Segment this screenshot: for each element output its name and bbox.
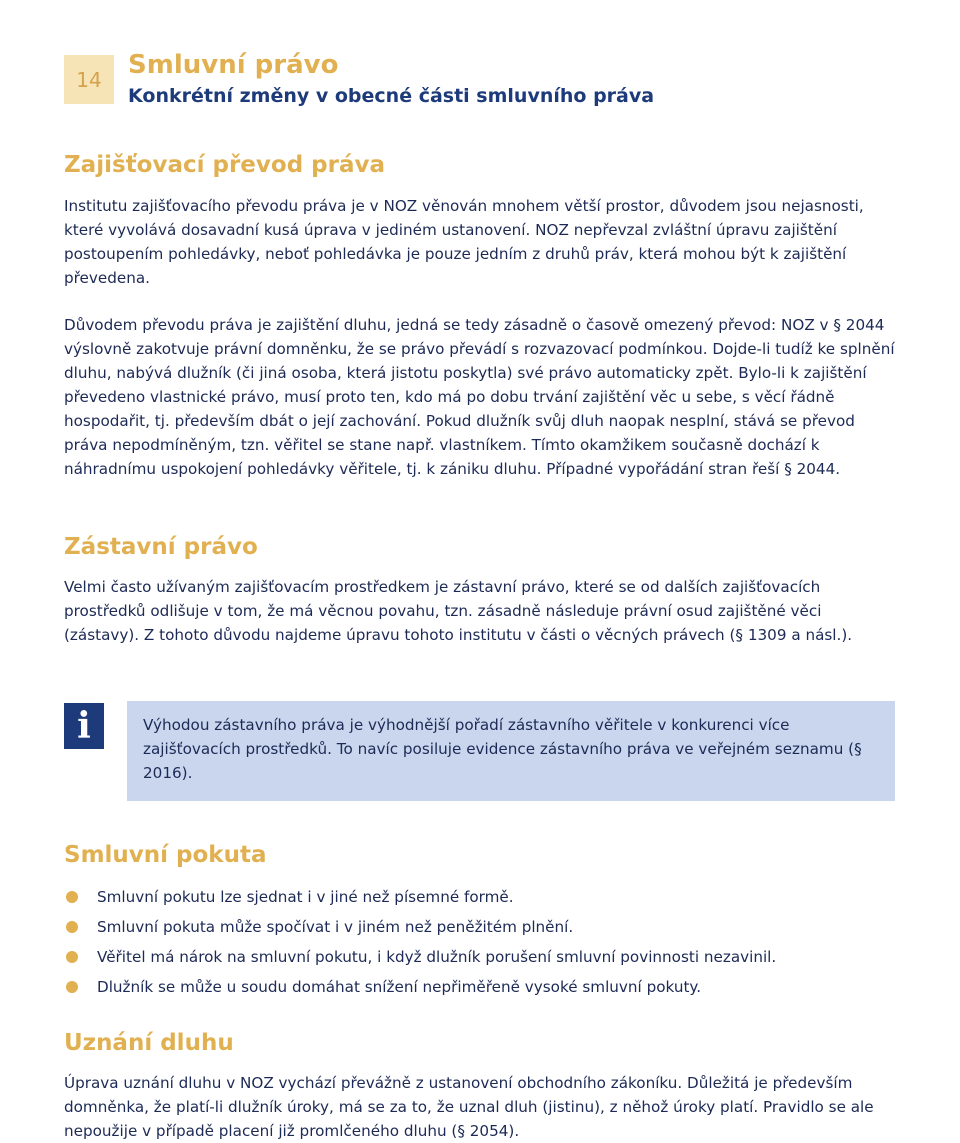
list-item <box>64 972 896 1002</box>
section-heading-zajistovaci: Zajišťovací převod práva <box>64 152 386 178</box>
chapter-number-badge: 14 <box>64 55 114 104</box>
bullet-dot-icon <box>66 891 78 903</box>
list-item-text: Věřitel má nárok na smluvní pokutu, i když dlužník porušení smluvní povinnosti nezavinil. <box>97 948 777 966</box>
list-item-text: Smluvní pokutu lze sjednat i v jiné než písemné formě. <box>97 888 514 906</box>
chapter-title: Smluvní právo <box>128 50 339 80</box>
section-heading-pokuta: Smluvní pokuta <box>64 842 267 868</box>
list-item <box>64 882 896 912</box>
bullet-dot-icon <box>66 981 78 993</box>
chapter-subtitle: Konkrétní změny v obecné části smluvního práva <box>128 85 655 107</box>
info-callout <box>127 701 895 801</box>
paragraph-zajistovaci-1: Institutu zajišťovacího převodu práva je v NOZ věnován mnohem větší prostor, důvodem jsou nejasnosti, které vyvolává dosavadní kusá úprava v jediném ustanovení. NOZ nepřevzal zvláštní úpravu zajištění postoupením pohledávky, neboť pohledávka je pouze jedním z druhů práv, která mohou být k zajištění převedena. <box>64 197 864 287</box>
bullet-dot-icon <box>66 921 78 933</box>
bullet-list-pokuta <box>64 882 896 1002</box>
paragraph-uznani-1: Úprava uznání dluhu v NOZ vychází převážně z ustanovení obchodního zákoníku. Důležitá je především domněnka, že platí-li dlužník úroky, má se za to, že uznal dluh (jistinu), z něhož úroky platí. Pravidlo se ale nepoužije v případě placení již promlčeného dluhu (§ 2054). <box>64 1074 874 1140</box>
section-heading-zastavni: Zástavní právo <box>64 534 258 560</box>
list-item <box>64 942 896 972</box>
bullet-dot-icon <box>66 951 78 963</box>
list-item-text: Smluvní pokuta může spočívat i v jiném než peněžitém plnění. <box>97 918 574 936</box>
list-item <box>64 912 896 942</box>
paragraph-zajistovaci-2: Důvodem převodu práva je zajištění dluhu, jedná se tedy zásadně o časově omezený převod: NOZ v § 2044 výslovně zakotvuje právní domněnku, že se právo převádí s rozvazovací podmínkou. Dojde-li tudíž ke splnění dluhu, nabývá dlužník (či jiná osoba, která jistotu poskytla) své právo automaticky zpět. Bylo-li k zajištění převedeno vlastnické právo, musí proto ten, kdo má po dobu trvání zajištění věc u sebe, s věcí řádně hospodařit, tj. především dbát o její zachování. Pokud dlužník svůj dluh naopak nesplní, stává se převod práva nepodmíněným, tzn. věřitel se stane např. vlastníkem. Tímto okamžikem současně dochází k náhradnímu uspokojení pohledávky věřitele, tj. k zániku dluhu. Případné vypořádání stran řeší § 2044. <box>64 316 895 478</box>
info-icon: i <box>64 703 104 749</box>
section-heading-uznani: Uznání dluhu <box>64 1030 234 1056</box>
paragraph-zastavni-1: Velmi často užívaným zajišťovacím prostředkem je zástavní právo, které se od dalších zajišťovacích prostředků odlišuje v tom, že má věcnou povahu, tzn. zásadně následuje právní osud zajištěné věci (zástavy). Z tohoto důvodu najdeme úpravu tohoto institutu v části o věcných právech (§ 1309 a násl.). <box>64 578 853 644</box>
list-item-text: Dlužník se může u soudu domáhat snížení nepřiměřeně vysoké smluvní pokuty. <box>97 978 702 996</box>
info-callout-text: Výhodou zástavního práva je výhodnější pořadí zástavního věřitele v konkurenci více zajišťovacích prostředků. To navíc posiluje evidence zástavního práva ve veřejném seznamu (§ 2016). <box>143 716 862 782</box>
